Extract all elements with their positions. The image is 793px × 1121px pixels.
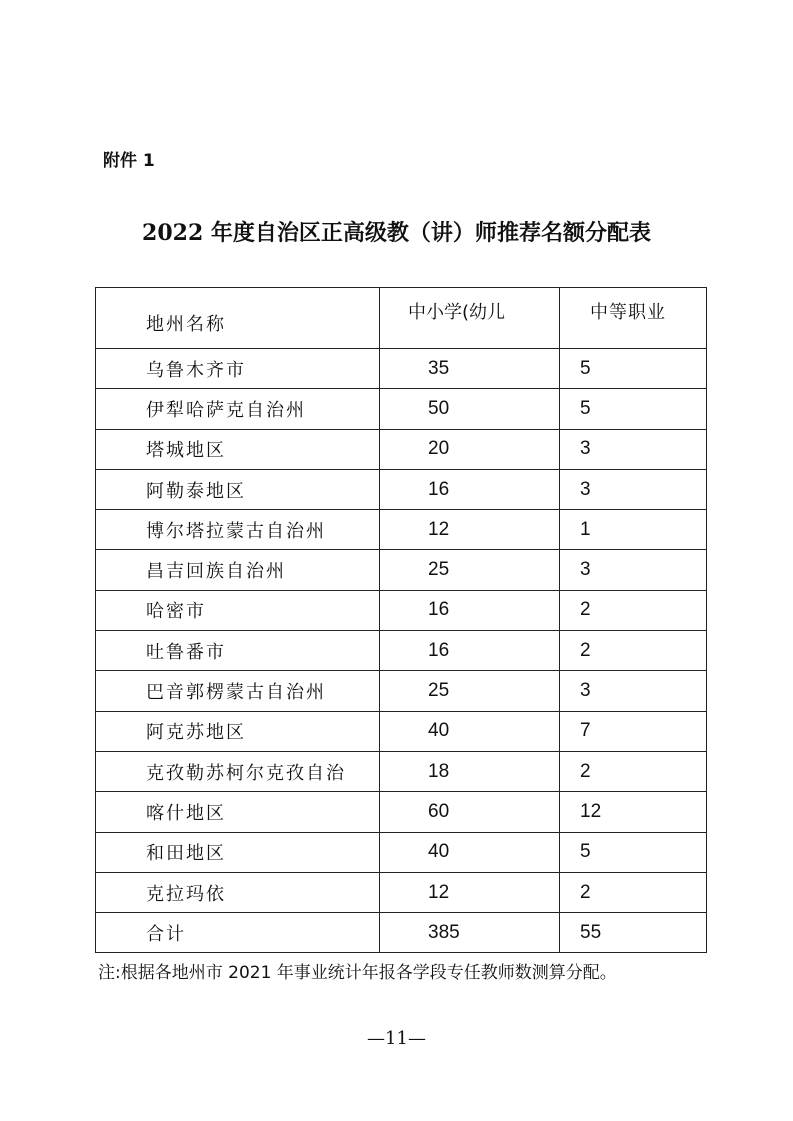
page-number: —11— xyxy=(367,1028,426,1049)
total-primary-secondary-cell: 385 xyxy=(380,913,560,953)
region-cell: 和田地区 xyxy=(96,832,380,872)
header-primary-secondary: 中小学(幼儿 xyxy=(380,288,560,349)
primary-secondary-cell: 40 xyxy=(380,832,560,872)
vocational-cell: 7 xyxy=(560,711,707,751)
region-cell: 昌吉回族自治州 xyxy=(96,550,380,590)
table-row xyxy=(96,792,707,832)
primary-secondary-cell: 25 xyxy=(380,671,560,711)
region-cell: 乌鲁木齐市 xyxy=(96,349,380,389)
table-row xyxy=(96,550,707,590)
region-cell: 伊犁哈萨克自治州 xyxy=(96,389,380,429)
table-header-row xyxy=(96,288,707,349)
table-row xyxy=(96,832,707,872)
header-region: 地州名称 xyxy=(96,288,380,349)
region-cell: 喀什地区 xyxy=(96,792,380,832)
primary-secondary-cell: 18 xyxy=(380,751,560,791)
vocational-cell: 2 xyxy=(560,590,707,630)
table-row xyxy=(96,510,707,550)
vocational-cell: 12 xyxy=(560,792,707,832)
region-cell: 吐鲁番市 xyxy=(96,631,380,671)
region-cell: 阿克苏地区 xyxy=(96,711,380,751)
attachment-label: 附件 1 xyxy=(103,151,155,171)
primary-secondary-cell: 12 xyxy=(380,510,560,550)
table-total-row xyxy=(96,913,707,953)
vocational-cell: 5 xyxy=(560,349,707,389)
primary-secondary-cell: 60 xyxy=(380,792,560,832)
region-cell: 巴音郭楞蒙古自治州 xyxy=(96,671,380,711)
vocational-cell: 1 xyxy=(560,510,707,550)
primary-secondary-cell: 20 xyxy=(380,429,560,469)
total-label-cell: 合计 xyxy=(96,913,380,953)
table-row xyxy=(96,711,707,751)
primary-secondary-cell: 50 xyxy=(380,389,560,429)
primary-secondary-cell: 16 xyxy=(380,469,560,509)
vocational-cell: 2 xyxy=(560,751,707,791)
primary-secondary-cell: 40 xyxy=(380,711,560,751)
table-row xyxy=(96,349,707,389)
vocational-cell: 5 xyxy=(560,389,707,429)
table-row xyxy=(96,631,707,671)
table-row xyxy=(96,469,707,509)
region-cell: 塔城地区 xyxy=(96,429,380,469)
region-cell: 阿勒泰地区 xyxy=(96,469,380,509)
vocational-cell: 5 xyxy=(560,832,707,872)
footnote: 注:根据各地州市 2021 年事业统计年报各学段专任教师数测算分配。 xyxy=(98,963,617,983)
vocational-cell: 3 xyxy=(560,469,707,509)
table-row xyxy=(96,872,707,912)
allocation-table xyxy=(95,287,707,953)
vocational-cell: 2 xyxy=(560,872,707,912)
primary-secondary-cell: 25 xyxy=(380,550,560,590)
region-cell: 博尔塔拉蒙古自治州 xyxy=(96,510,380,550)
primary-secondary-cell: 16 xyxy=(380,631,560,671)
table-row xyxy=(96,389,707,429)
table-row xyxy=(96,671,707,711)
primary-secondary-cell: 35 xyxy=(380,349,560,389)
vocational-cell: 3 xyxy=(560,671,707,711)
table-row xyxy=(96,751,707,791)
vocational-cell: 2 xyxy=(560,631,707,671)
table-row xyxy=(96,590,707,630)
region-cell: 克孜勒苏柯尔克孜自治 xyxy=(96,751,380,791)
region-cell: 克拉玛依 xyxy=(96,872,380,912)
table-row xyxy=(96,429,707,469)
primary-secondary-cell: 12 xyxy=(380,872,560,912)
primary-secondary-cell: 16 xyxy=(380,590,560,630)
header-vocational: 中等职业 xyxy=(560,288,707,349)
total-vocational-cell: 55 xyxy=(560,913,707,953)
document-title: 2022 年度自治区正高级教（讲）师推荐名额分配表 xyxy=(142,220,651,246)
vocational-cell: 3 xyxy=(560,429,707,469)
vocational-cell: 3 xyxy=(560,550,707,590)
region-cell: 哈密市 xyxy=(96,590,380,630)
